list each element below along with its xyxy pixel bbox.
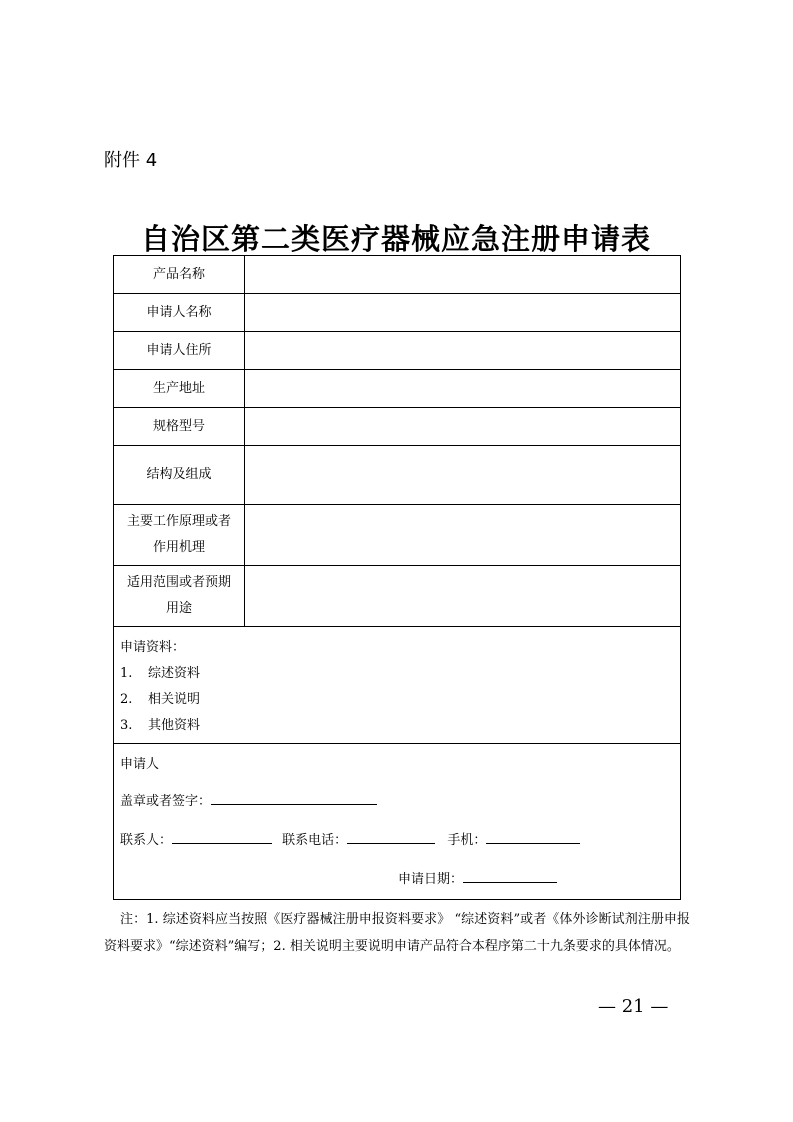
label-line: 用途	[165, 601, 192, 616]
table-row	[114, 408, 681, 446]
field-label-intended-use	[114, 566, 245, 627]
applicant-heading: 申请人	[120, 757, 160, 772]
table-row	[114, 566, 681, 627]
materials-section	[114, 627, 681, 744]
date-row	[120, 868, 674, 891]
field-label-applicant-address: 申请人住所	[114, 332, 245, 370]
page-number: — 21 —	[598, 996, 669, 1017]
list-item-number: 2.	[120, 692, 133, 707]
field-value-structure[interactable]	[245, 446, 681, 505]
list-item-number: 3.	[120, 718, 133, 733]
mobile-label: 手机：	[447, 833, 487, 848]
date-label: 申请日期：	[398, 872, 464, 887]
phone-label: 联系电话：	[282, 833, 348, 848]
list-item-text: 其他资料	[148, 718, 201, 733]
list-item	[120, 661, 674, 687]
signature-field[interactable]	[211, 790, 377, 805]
field-label-model-spec: 规格型号	[114, 408, 245, 446]
phone-field[interactable]	[347, 829, 435, 844]
seal-label: 盖章或者签字：	[120, 794, 212, 809]
table-row	[114, 256, 681, 294]
label-line: 作用机理	[152, 540, 205, 555]
application-form-table	[113, 255, 681, 900]
mobile-field[interactable]	[486, 829, 580, 844]
field-value-applicant-address[interactable]	[245, 332, 681, 370]
list-item	[120, 713, 674, 739]
materials-heading: 申请资料：	[120, 640, 186, 655]
table-row	[114, 332, 681, 370]
table-row	[114, 744, 681, 900]
field-label-structure: 结构及组成	[114, 446, 245, 505]
table-row	[114, 505, 681, 566]
footnote: 注：1. 综述资料应当按照《医疗器械注册申报资料要求》 “综述资料”或者《体外诊断试剂注册申报资料要求》“综述资料”编写；2. 相关说明主要说明申请产品符合本程序第二十九条要求的具体情况。	[104, 912, 690, 954]
field-label-production-address: 生产地址	[114, 370, 245, 408]
list-item-number: 1.	[120, 666, 133, 681]
table-row	[114, 294, 681, 332]
contact-field[interactable]	[172, 829, 272, 844]
contact-label: 联系人：	[120, 833, 173, 848]
table-row	[114, 370, 681, 408]
field-value-model-spec[interactable]	[245, 408, 681, 446]
field-value-product-name[interactable]	[245, 256, 681, 294]
form-title: 自治区第二类医疗器械应急注册申请表	[140, 222, 651, 256]
field-label-product-name: 产品名称	[114, 256, 245, 294]
signature-row	[120, 790, 674, 813]
field-value-intended-use[interactable]	[245, 566, 681, 627]
field-value-applicant-name[interactable]	[245, 294, 681, 332]
contact-row	[120, 829, 674, 852]
field-value-production-address[interactable]	[245, 370, 681, 408]
field-label-applicant-name: 申请人名称	[114, 294, 245, 332]
label-line: 适用范围或者预期	[126, 575, 231, 590]
applicant-section	[114, 744, 681, 900]
field-label-working-principle	[114, 505, 245, 566]
list-item-text: 综述资料	[148, 666, 201, 681]
list-item-text: 相关说明	[148, 692, 201, 707]
list-item	[120, 687, 674, 713]
label-line: 主要工作原理或者	[126, 514, 231, 529]
field-value-working-principle[interactable]	[245, 505, 681, 566]
table-row	[114, 446, 681, 505]
date-field[interactable]	[463, 868, 557, 883]
table-row	[114, 627, 681, 744]
attachment-label: 附件 4	[104, 150, 158, 171]
